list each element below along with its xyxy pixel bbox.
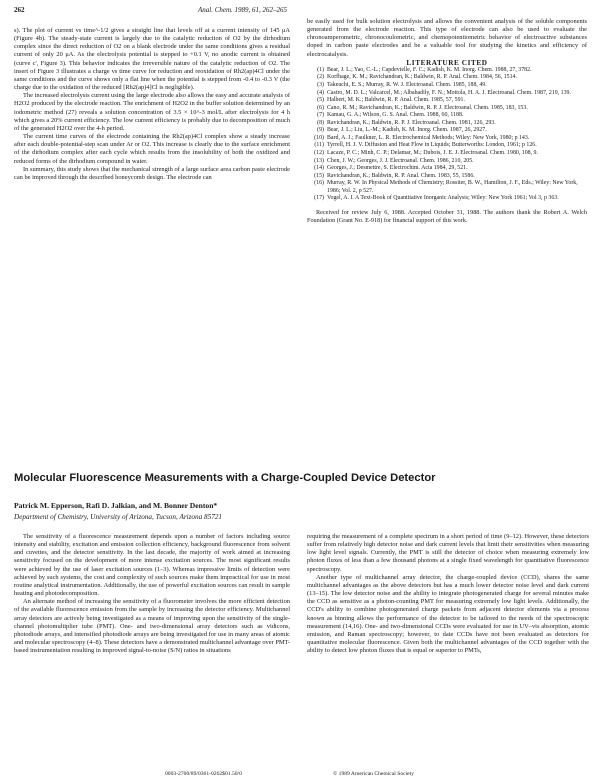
reference-item <box>307 150 587 158</box>
reference-text: Bear, J. L.; Liu, L.-M.; Kadish, K. M. Inorg. Chem. 1987, 26, 2927. <box>327 127 487 134</box>
reference-item <box>307 120 587 128</box>
reference-number: (12) <box>314 149 324 156</box>
reference-number: (2) <box>317 74 324 81</box>
reference-number: (8) <box>317 119 324 126</box>
reference-item <box>307 165 587 173</box>
paragraph: requiring the measurement of a complete spectrum in a short period of time (9–12). However, these detectors suffer from relatively high detector noise and dark current levels that limit their sensitivities when measuring low light level signals. Currently, the PMT is still the detector of choice when measuring extremely low photon fluxes of less than a few thousand photons at a single fixed wavelength for quantitative fluorescence spectroscopy. <box>307 533 589 573</box>
reference-text: Korfhage, K. M.; Ravichandran, K.; Baldwin, R. P. Anal. Chem. 1984, 56, 1514. <box>327 74 517 81</box>
reference-number: (17) <box>314 195 324 202</box>
reference-number: (6) <box>317 104 324 111</box>
reference-text: Cano, R. M.; Ravichandran, K.; Baldwin, R. P. J. Electroanal. Chem. 1985, 183, 153. <box>327 104 528 111</box>
article-authors: Patrick M. Epperson, Rafi D. Jalkian, and M. Bonner Denton* <box>14 501 218 510</box>
right-column-bottom <box>307 533 589 655</box>
paragraph: The current time curves of the electrode containing the Rh2(ap)4Cl complex show a steady increase after each double-potential-step scan under Ar or O2. This increase is clearly due to the surface enrichment of the dirhodium complex after each cycle which results from the insolubility of both the oxidized and reduced forms of the dirhodium compound in water. <box>14 133 290 165</box>
reference-number: (10) <box>314 134 324 141</box>
reference-number: (4) <box>317 89 324 96</box>
left-column-top <box>14 27 290 182</box>
reference-text: Bear, J. L.; Yao, C.-L.; Capdevielle, F. C.; Kadish, K. M. Inorg. Chem. 1988, 27, 3782. <box>327 66 532 73</box>
reference-number: (13) <box>314 157 324 164</box>
reference-text: Kamau, G. A.; Wilson, G. S. Anal. Chem. 1988, 60, 1188. <box>327 112 464 119</box>
received-note: Received for review July 6, 1988. Accepted October 31, 1988. The authors thank the Robert A. Welch Foundation (Grant No. E-918) for financial support of this work. <box>307 208 587 224</box>
right-column-top <box>307 18 587 225</box>
reference-item <box>307 158 587 166</box>
reference-list <box>307 67 587 203</box>
reference-text: Vogel, A. I. A Text-Book of Quantitative Inorganic Analysis; Wiley: New York 1961; Vol 3, p 363. <box>327 195 559 202</box>
paragraph: be easily used for bulk solution electrolysis and allows the convenient analysis of the soluble components generated from the electrode reaction. This type of electrode can also be used to evaluate the chronoamperometric, chronocoulometric, and chemopotentiometric behavior of electroactive substances doped in carbon paste electrodes and be a valuable tool for studying the kinetics and efficiency of electrocatalysis. <box>307 18 587 58</box>
reference-text: Murray, R. W. In Physical Methods of Chemistry; Rossiter, B. W., Hamilton, J. F., Eds.; Wiley: New York, 1986; Vol. 2, p 527. <box>327 180 578 194</box>
reference-item <box>307 127 587 135</box>
reference-text: Lacaze, P. C.; Minh, C. P.; Delamar, M.; Dubois, J. E. J. Electroanal. Chem. 1980, 108, 9. <box>327 149 538 156</box>
reference-text: Georges, J.; Desmettre, S. Electrochim. Acta 1984, 29, 521. <box>327 165 468 172</box>
reference-number: (5) <box>317 97 324 104</box>
reference-text: Chen, J. W.; Georges, J. J. Electroanal. Chem. 1986, 210, 205. <box>327 157 474 164</box>
page-number: 262 <box>14 6 25 14</box>
paragraph: Another type of multichannel array detector, the charge-coupled device (CCD), shares the same multichannel advantages as the above detectors but has a much lower detector noise level and dark current (13–15). The low detector noise and the ability to integrate photogenerated charge for several minutes make the CCD as sensitive as a photon-counting PMT for measuring extremely low light levels. Additionally, the CCD's ability to combine photogenerated charge packets from adjacent detector elements via a process known as binning allows the performance of the detector to be tailored to the needs of the spectroscopic measurement (14,16). One- and two-dimensional CCDs were evaluated for use in UV–vis absorption, atomic emission, and Raman spectroscopy; however, to date CCDs have not been evaluated as detectors for quantitative molecular fluorescence. Given both the multichannel advantages of the CCD together with the ability to detect low photon fluxes that is equal or superior to PMTs, <box>307 573 589 655</box>
paragraph: In summary, this study shows that the mechanical strength of a large surface area carbon paste electrode can be improved through the described honeycomb design. The electrode can <box>14 165 290 181</box>
footer-article-code: 0003-2700/89/0361-0262$01.50/0 <box>165 771 242 777</box>
reference-text: Castro, M. D. L.; Valcarcel, M.; Albahadily, F. N.; Mottola, H. A. J. Electroanal. Chem. 1987, 219, 139. <box>327 89 571 96</box>
article-affiliation: Department of Chemistry, University of Arizona, Tucson, Arizona 85721 <box>14 513 222 521</box>
reference-item <box>307 195 587 203</box>
reference-number: (9) <box>317 127 324 134</box>
reference-number: (11) <box>314 142 324 149</box>
reference-item <box>307 142 587 150</box>
paragraph: The sensitivity of a fluorescence measurement depends upon a number of factors including source intensity and stability, excitation and emission collection efficiency, background fluorescence from solvent and cuvettes, and the detector sensitivity. In the last decade, the majority of work aimed at increasing sensitivity focused on the development of more intense excitation sources. The most significant results were achieved by the use of laser excitation sources (1–3). Whereas impressive limits of detection were achieved by such systems, the cost and complexity of such sources make them impractical for use in most routine analytical instrumentation. Additionally, the use of powerful excitation sources can result in sample heating and photodecomposition. <box>14 533 290 598</box>
left-column-bottom <box>14 533 290 655</box>
reference-item <box>307 74 587 82</box>
reference-item <box>307 105 587 113</box>
footer-copyright: © 1989 American Chemical Society <box>333 771 414 777</box>
reference-item <box>307 180 587 195</box>
paragraph: s). The plot of current vs time^-1/2 gives a straight line that levels off at a current intensity of 145 μA (Figure 4b). The steady-state current is largely due to the catalytic reduction of O2 by the dirhodium complex since the direct reduction of O2 on a blank electrode under the same conditions gives a residual current of only 20 μA. As the electrolysis potential is stepped to +0.1 V, no anodic current is obtained (curve c', Figure 3). This behavior indicates the irreversible nature of the catalytic reduction of O2. The insert of Figure 3 illustrates a charge vs time curve for reduction and reoxidation of Rh2(ap)4Cl under the same conditions and the curve shows only a flat line when the potential is stepped from -0.4 to -0.3 V (the charge due to the oxidation of the reduced [Rh2(ap)4]Cl is negligible). <box>14 27 290 92</box>
article-title: Molecular Fluorescence Measurements with a Charge-Coupled Device Detector <box>14 472 436 484</box>
reference-text: Halbert, M. K.; Baldwin, R. P. Anal. Chem. 1985, 57, 591. <box>327 97 465 104</box>
reference-text: Tyrrell, H. J. V. Diffusion and Heat Flow in Liquids; Butterworths: London, 1961; p 126. <box>327 142 537 149</box>
reference-item <box>307 97 587 105</box>
reference-text: Takeuchi, E. S.; Murray, R. W. J. Electroanal. Chem. 1985, 188, 49. <box>327 82 487 89</box>
reference-text: Ravichandran, K.; Baldwin, R. P. Anal. Chem. 1983, 55, 1586. <box>327 172 475 179</box>
paragraph: An alternate method of increasing the sensitivity of a fluorometer involves the more efficient detection of the available fluorescence emission from the sample by increasing the detector efficiency. Multichannel array detectors are actively being investigated as a means of improving upon the sensitivity of the single-channel photomultiplier tube (PMT). One- and two-dimensional array detectors such as vidicons, photodiode arrays, and intensified photodiode arrays are being investigated for use in many areas of atomic and molecular spectroscopy (4–8). These detectors have a demonstrated multichannel advantage over PMT-based instrumentation resulting in improved signal-to-noise (S/N) ratios in situations <box>14 598 290 655</box>
reference-text: Bard, A. J.; Faulkner, L. R. Electrochemical Methods; Wiley: New York, 1980; p 143. <box>327 134 530 141</box>
literature-cited-heading: LITERATURE CITED <box>406 58 488 67</box>
reference-number: (7) <box>317 112 324 119</box>
reference-number: (15) <box>314 172 324 179</box>
running-header: Anal. Chem. 1989, 61, 262–265 <box>198 6 288 14</box>
reference-item <box>307 173 587 181</box>
reference-item <box>307 90 587 98</box>
reference-number: (1) <box>317 66 324 73</box>
reference-number: (3) <box>317 82 324 89</box>
reference-text: Ravichandran, K.; Baldwin, R. P. J. Electroanal. Chem. 1981, 126, 293. <box>327 119 496 126</box>
paragraph: The increased electrolysis current using the large electrode also allows the easy and accurate analysis of H2O2 produced by the electrode reaction. The enrichment of H2O2 in the buffer solution determined by an iodometric method (27) reveals a solution concentration of 3.5 × 10^-3 mol/L after electrolysis for 4 h which gives a 20% current efficiency. The low current efficiency is probably due to decomposition of much of the generated H2O2 over the 4-h period. <box>14 92 290 132</box>
reference-number: (16) <box>314 180 324 187</box>
reference-item <box>307 112 587 120</box>
reference-item <box>307 82 587 90</box>
reference-number: (14) <box>314 165 324 172</box>
